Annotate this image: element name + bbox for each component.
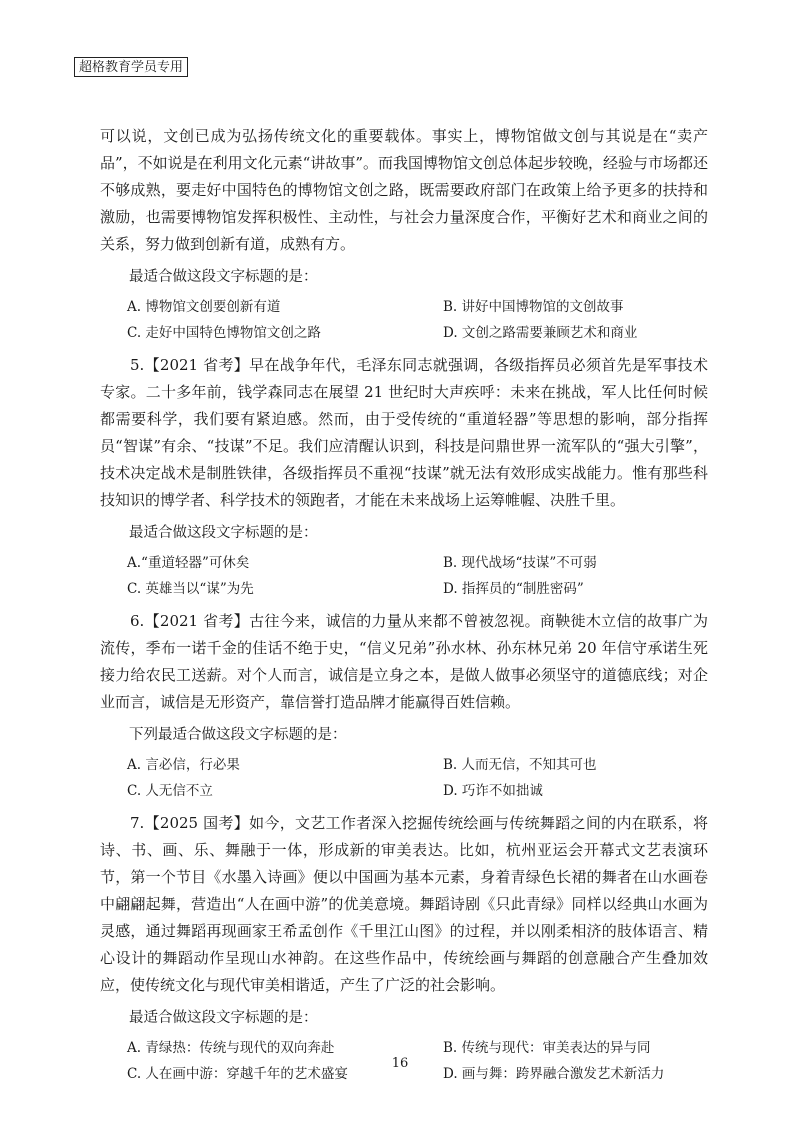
q4-passage: 可以说，文创已成为弘扬传统文化的重要载体。事实上，博物馆做文创与其说是在“卖产品”，不如说是在利用文化元素“讲故事”。而我国博物馆文创总体起步较晚，经验与市场都还不够成熟，要走好中国特色的博物馆文创之路，既需要政府部门在政策上给予更多的扶持和激励，也需要博物馆发挥积极性、主动性，与社会力量深度合作，平衡好艺术和商业之间的关系，努力做到创新有道，成熟有方。 xyxy=(100,127,709,253)
q5-prompt: 最适合做这段文字标题的是： xyxy=(129,525,318,541)
q5-option-d[interactable]: D. 指挥员的“制胜密码” xyxy=(443,581,584,597)
q4-option-a[interactable]: A. 博物馆文创要创新有道 xyxy=(127,299,281,315)
q5-option-b[interactable]: B. 现代战场“技谋”不可弱 xyxy=(443,555,597,571)
page-content xyxy=(100,123,708,1087)
q4-option-d[interactable]: D. 文创之路需要兼顾艺术和商业 xyxy=(443,325,638,341)
q7-option-b[interactable]: B. 传统与现代：审美表达的异与同 xyxy=(443,1040,651,1056)
header-badge: 超格教育学员专用 xyxy=(74,57,188,77)
q6-option-b[interactable]: B. 人而无信，不知其可也 xyxy=(443,757,597,773)
q5-passage: 早在战争年代，毛泽东同志就强调，各级指挥员必须首先是军事技术专家。二十多年前，钱学森同志在展望 21 世纪时大声疾呼：未来在挑战，军人比任何时候都需要科学，我们要有紧迫感。然而，由于受传统的“重道轻器”等思想的影响，部分指挥员“智谋”有余、“技谋”不足。我们应清醒认识到，科技是问鼎世界一流军队的“强大引擎”，技术决定战术是制胜铁律，各级指挥员不重视“技谋”就无法有效形成实战能力。惟有那些科技知识的博学者、科学技术的领跑者，才能在未来战场上运筹帷幄、决胜千里。 xyxy=(100,356,708,509)
q5-tag: 5.【2021 省考】 xyxy=(130,356,250,374)
q6-tag: 6.【2021 省考】 xyxy=(130,612,250,630)
q5-passage-paragraph xyxy=(100,352,708,514)
question-4 xyxy=(100,123,708,346)
q7-tag: 7.【2025 国考】 xyxy=(130,814,250,832)
q5-options xyxy=(100,550,708,602)
q7-passage-paragraph xyxy=(100,810,708,999)
page-number: 16 xyxy=(391,1056,409,1071)
q6-option-c[interactable]: C. 人无信不立 xyxy=(127,783,213,799)
q4-option-c[interactable]: C. 走好中国特色博物馆文创之路 xyxy=(127,325,321,341)
q6-prompt: 下列最适合做这段文字标题的是： xyxy=(129,727,347,743)
q6-options xyxy=(100,752,708,804)
q6-passage-paragraph xyxy=(100,608,708,716)
q4-options xyxy=(100,294,708,346)
q7-prompt: 最适合做这段文字标题的是： xyxy=(129,1010,318,1026)
question-5 xyxy=(100,352,708,602)
q7-option-d[interactable]: D. 画与舞：跨界融合激发艺术新活力 xyxy=(443,1066,665,1082)
q5-option-c[interactable]: C. 英雄当以“谋”为先 xyxy=(127,581,254,597)
q7-option-c[interactable]: C. 人在画中游：穿越千年的艺术盛宴 xyxy=(127,1066,348,1082)
q4-prompt: 最适合做这段文字标题的是： xyxy=(129,269,318,285)
q7-passage: 如今，文艺工作者深入挖掘传统绘画与传统舞蹈之间的内在联系，将诗、书、画、乐、舞融于一体，形成新的审美表达。比如，杭州亚运会开幕式文艺表演环节，第一个节目《水墨入诗画》便以中国画为基本元素，身着青绿色长裙的舞者在山水画卷中翩翩起舞，营造出“人在画中游”的优美意境。舞蹈诗剧《只此青绿》同样以经典山水画为灵感，通过舞蹈再现画家王希孟创作《千里江山图》的过程，并以刚柔相济的肢体语言、精心设计的舞蹈动作呈现山水神韵。在这些作品中，传统绘画与舞蹈的创意融合产生叠加效应，使传统文化与现代审美相谐适，产生了广泛的社会影响。 xyxy=(100,814,708,994)
q7-option-a[interactable]: A. 青绿热：传统与现代的双向奔赴 xyxy=(127,1040,335,1056)
q6-passage: 古往今来，诚信的力量从来都不曾被忽视。商鞅徙木立信的故事广为流传，季布一诺千金的佳话不绝于史，“信义兄弟”孙水林、孙东林兄弟 20 年信守承诺生死接力给农民工送薪。对个人而言，诚信是立身之本，是做人做事必须坚守的道德底线；对企业而言，诚信是无形资产，靠信誉打造品牌才能赢得百姓信赖。 xyxy=(100,612,708,711)
question-7 xyxy=(100,810,708,1087)
q6-option-d[interactable]: D. 巧诈不如拙诚 xyxy=(443,783,543,799)
q6-option-a[interactable]: A. 言必信，行必果 xyxy=(127,757,240,773)
q5-option-a[interactable]: A.“重道轻器”可休矣 xyxy=(127,555,250,571)
question-6 xyxy=(100,608,708,804)
q4-option-b[interactable]: B. 讲好中国博物馆的文创故事 xyxy=(443,299,624,315)
